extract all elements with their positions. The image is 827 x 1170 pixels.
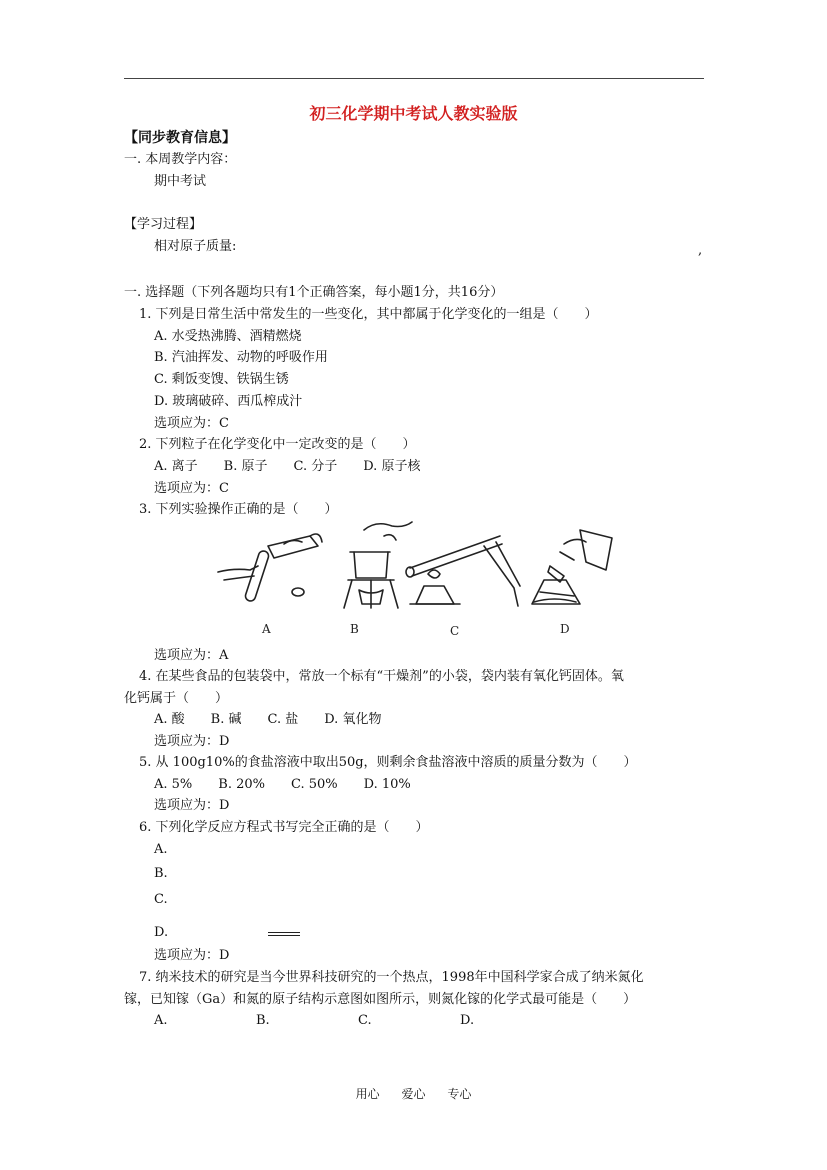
question-4-answer: 选项应为：D [154,734,230,749]
question-7-option-a: A. [154,1013,168,1028]
lab-operations-figure [214,516,614,644]
figure-d-drawing [532,530,612,604]
question-6-option-c: C. [154,892,168,907]
question-4-stem-line-1: 4. 在某些食品的包装袋中，常放一个标有“干燥剂”的小袋，袋内装有氧化钙固体。氧 [139,669,624,684]
footer-word-1: 用心 [355,1087,380,1101]
question-6-option-a: A. [154,842,168,857]
question-3-answer: 选项应为：A [154,648,229,663]
header-rule [124,78,704,79]
question-4-options: A. 酸 B. 碱 C. 盐 D. 氧化物 [154,712,382,727]
question-6-stem: 6. 下列化学反应方程式书写完全正确的是（ ） [139,820,429,835]
question-5-stem: 5. 从 100g10%的食盐溶液中取出50g，则剩余食盐溶液中溶质的质量分数为（ ） [139,755,637,770]
question-2-stem: 2. 下列粒子在化学变化中一定改变的是（ ） [139,437,416,452]
question-7-option-b: B. [256,1013,270,1028]
question-6-option-b: B. [154,866,168,881]
figure-label-a: A [262,622,271,636]
content-value: 期中考试 [154,174,207,189]
figure-label-d: D [560,622,570,636]
question-2-answer: 选项应为：C [154,481,229,496]
document-title: 初三化学期中考试人教实验版 [309,104,518,123]
page-footer [0,1086,827,1102]
content-label: 一. 本周教学内容： [124,152,237,167]
question-7-option-d: D. [460,1013,475,1028]
info-heading: 【同步教育信息】 [124,130,236,146]
equation-bar [268,932,300,933]
question-1-answer: 选项应为：C [154,416,229,431]
section-title: 一. 选择题（下列各题均只有1个正确答案，每小题1分，共16分） [124,285,504,300]
question-1-option-a: A. 水受热沸腾、酒精燃烧 [154,329,302,344]
question-1-option-d: D. 玻璃破碎、西瓜榨成汁 [154,394,303,409]
question-7-stem-line-1: 7. 纳米技术的研究是当今世界科技研究的一个热点，1998年中国科学家合成了纳米氮化 [139,970,644,985]
figure-label-b: B [350,622,359,636]
question-5-options: A. 5% B. 20% C. 50% D. 10% [154,777,411,792]
equation-bar-lower [268,935,300,936]
figure-a-drawing [218,534,322,602]
question-1-option-c: C. 剩饭变馊、铁锅生锈 [154,372,289,387]
trailing-comma: , [698,243,703,258]
question-1-option-b: B. 汽油挥发、动物的呼吸作用 [154,350,328,365]
question-7-stem-line-2: 镓，已知镓（Ga）和氮的原子结构示意图如图所示，则氮化镓的化学式最可能是（ ） [124,992,637,1007]
figure-label-c: C [450,624,460,638]
footer-word-3: 专心 [447,1087,472,1101]
question-7-option-c: C. [358,1013,372,1028]
figure-c-drawing [406,536,520,606]
question-5-answer: 选项应为：D [154,798,230,813]
question-1-stem: 1. 下列是日常生活中常发生的一些变化，其中都属于化学变化的一组是（ ） [139,307,598,322]
question-3-stem: 3. 下列实验操作正确的是（ ） [139,502,338,517]
question-6-option-d: D. [154,925,169,940]
footer-word-2: 爱心 [401,1087,426,1101]
question-4-stem-line-2: 化钙属于（ ） [124,691,229,706]
figure-b-drawing [344,522,412,608]
process-heading: 【学习过程】 [124,217,203,232]
atomic-mass-label: 相对原子质量: [154,239,237,254]
question-6-answer: 选项应为：D [154,948,230,963]
question-2-options: A. 离子 B. 原子 C. 分子 D. 原子核 [154,459,421,474]
